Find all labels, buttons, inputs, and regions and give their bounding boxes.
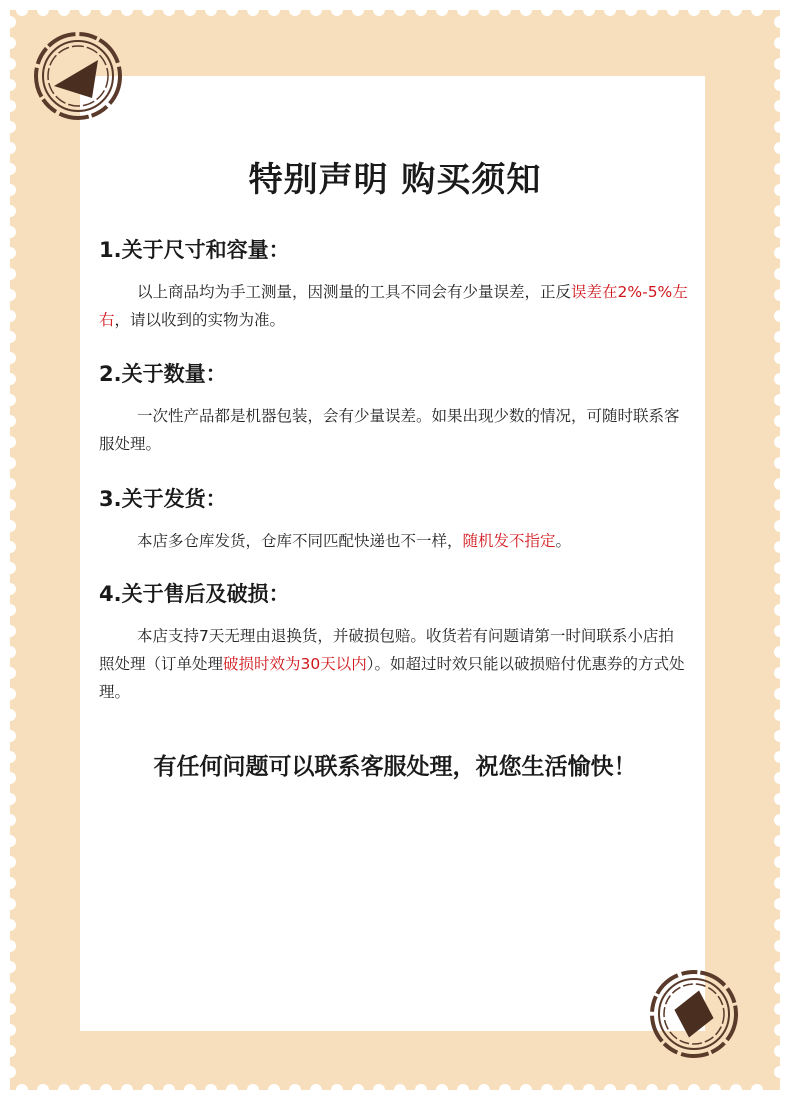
section-heading: 2.关于数量： xyxy=(99,362,227,386)
section-heading: 3.关于发货： xyxy=(99,487,227,511)
closing-message: 有任何问题可以联系客服处理，祝您生活愉快！ xyxy=(153,754,637,780)
section-body xyxy=(99,527,689,555)
highlight-text: 破损时效为30天以内 xyxy=(223,655,367,673)
body-text: 一次性产品都是机器包装，会有少量误差。如果出现少数的情况，可随时联系客服处理。 xyxy=(99,407,680,453)
highlight-text: 误差在2%-5%左右 xyxy=(99,283,688,329)
page-title: 特别声明 购买须知 xyxy=(248,160,542,200)
body-text: 本店多仓库发货，仓库不同匹配快递也不一样， xyxy=(137,532,463,550)
section-after-sales xyxy=(99,578,689,706)
section-heading: 4.关于售后及破损： xyxy=(99,582,290,606)
highlight-text: 随机发不指定 xyxy=(462,532,556,550)
section-size xyxy=(99,234,689,334)
section-quantity xyxy=(99,358,689,458)
section-body xyxy=(99,278,689,334)
seal-triangle-icon xyxy=(32,30,124,122)
section-heading: 1.关于尺寸和容量： xyxy=(99,238,290,262)
body-text: 本店支持7天无理由退换货，并破损包赔。收货若有问题请第一时间联系小店拍照处理（订单处理 xyxy=(99,627,674,673)
section-body xyxy=(99,402,689,458)
seal-diamond-icon xyxy=(648,968,740,1060)
section-body xyxy=(99,622,689,706)
body-text: ）。如超过时效只能以破损赔付优惠券的方式处理。 xyxy=(99,655,685,701)
section-shipping xyxy=(99,483,689,555)
body-text: 。 xyxy=(555,532,572,550)
body-text: ，请以收到的实物为准。 xyxy=(114,311,286,329)
body-text: 以上商品均为手工测量，因测量的工具不同会有少量误差，正反 xyxy=(137,283,572,301)
